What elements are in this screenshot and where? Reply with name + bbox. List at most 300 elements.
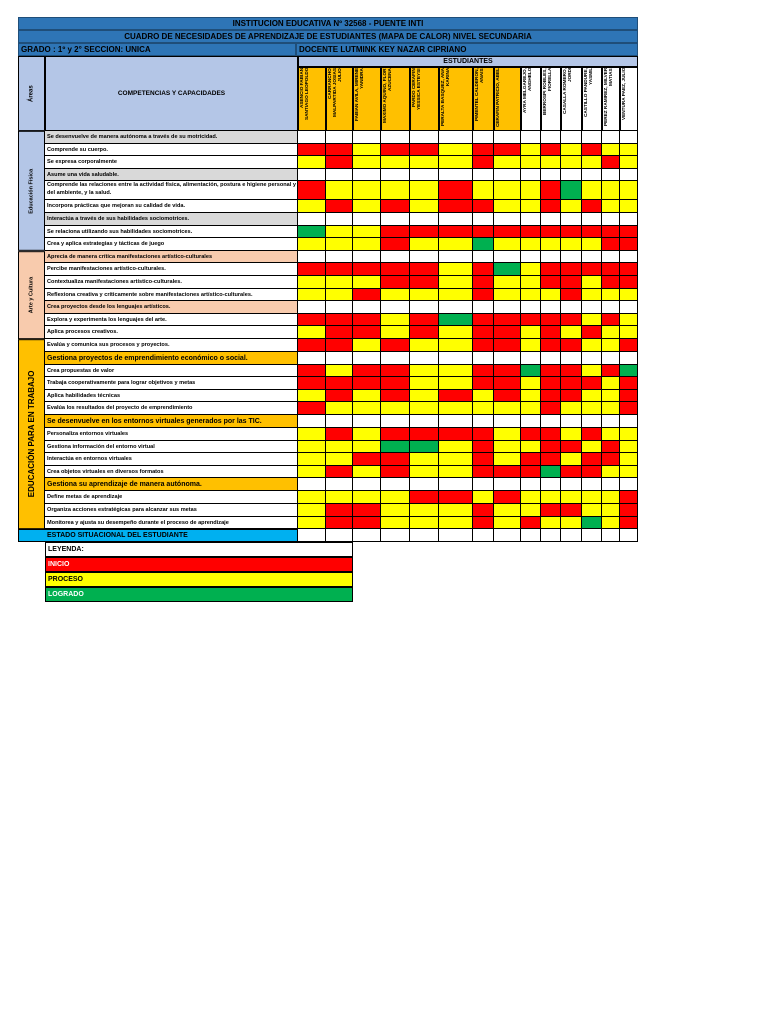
heat-cell [582, 415, 602, 428]
capacity-row-label: Se expresa corporalmente [45, 156, 298, 169]
heat-cell [439, 226, 473, 239]
heat-cell [541, 289, 561, 302]
heat-cell [561, 326, 582, 339]
heat-cell [620, 491, 638, 504]
estado-situacional: ESTADO SITUACIONAL DEL ESTUDIANTE [18, 529, 298, 542]
area-label: EDUCACIÓN PARA EN TRABAJO [18, 339, 45, 529]
heat-cell [620, 314, 638, 327]
heat-cell [620, 466, 638, 479]
heat-cell [326, 289, 353, 302]
legend-items [45, 557, 353, 602]
heat-cell [473, 169, 494, 182]
heat-cell [602, 365, 620, 378]
heat-cell [494, 251, 521, 264]
heat-cell [494, 169, 521, 182]
heat-cell [561, 169, 582, 182]
estado-cell [410, 529, 439, 542]
heat-cell [541, 428, 561, 441]
competency-row-label: Se desenvuelve de manera autónoma a través de su motricidad. [45, 131, 298, 144]
heat-cell [439, 441, 473, 454]
heat-cell [410, 213, 439, 226]
heat-cell [494, 238, 521, 251]
heat-cell [410, 156, 439, 169]
heat-cell [353, 238, 381, 251]
heat-cell [473, 238, 494, 251]
heat-cell [541, 213, 561, 226]
heat-cell [620, 352, 638, 365]
heat-cell [541, 491, 561, 504]
heat-cell [494, 517, 521, 530]
heat-cell [521, 441, 541, 454]
heat-cell [298, 352, 326, 365]
capacity-row-label: Organiza acciones estratégicas para alcanzar sus metas [45, 504, 298, 517]
heat-cell [381, 144, 410, 157]
estudiantes-header: ESTUDIANTES [298, 56, 638, 67]
heat-cell [494, 365, 521, 378]
areas-header: Áreas [18, 56, 45, 131]
capacity-row-label: Trabaja cooperativamente para lograr objetivos y metas [45, 377, 298, 390]
estado-cell [561, 529, 582, 542]
heat-cell [326, 415, 353, 428]
heat-cell [439, 478, 473, 491]
heat-cell [582, 213, 602, 226]
heat-cell [620, 428, 638, 441]
heat-cell [561, 339, 582, 352]
capacity-row-label: Gestiona información del entorno virtual [45, 441, 298, 454]
heat-cell [620, 390, 638, 403]
heat-cell [473, 339, 494, 352]
heat-cell [561, 156, 582, 169]
heat-cell [326, 263, 353, 276]
heat-cell [410, 276, 439, 289]
heat-cell [410, 453, 439, 466]
student-name: FABIAN AVILA, MIRENE YANIDRA [353, 67, 381, 131]
heat-cell [561, 131, 582, 144]
heat-cell [326, 326, 353, 339]
capacity-row-label: Interactúa en entornos virtuales [45, 453, 298, 466]
heat-cell [473, 301, 494, 314]
estado-cell [602, 529, 620, 542]
heat-cell [620, 441, 638, 454]
heat-cell [473, 213, 494, 226]
heat-cell [381, 504, 410, 517]
estado-cell [582, 529, 602, 542]
capacity-row-label: Crea propuestas de valor [45, 365, 298, 378]
heat-cell [439, 144, 473, 157]
heat-cell [521, 156, 541, 169]
heat-cell [521, 517, 541, 530]
heat-cell [561, 365, 582, 378]
heat-cell [473, 365, 494, 378]
heat-cell [298, 339, 326, 352]
heat-cell [298, 478, 326, 491]
heat-cell [561, 390, 582, 403]
heat-cell [494, 377, 521, 390]
heat-cell [298, 276, 326, 289]
competency-row-label: Interactúa a través de sus habilidades sociomotrices. [45, 213, 298, 226]
heat-cell [620, 251, 638, 264]
heat-cell [494, 352, 521, 365]
heat-cell [541, 200, 561, 213]
heat-cell [353, 314, 381, 327]
heat-cell [381, 415, 410, 428]
heat-cell [381, 289, 410, 302]
heat-cell [602, 390, 620, 403]
competency-row-label: Asume una vida saludable. [45, 169, 298, 182]
heat-cell [494, 181, 521, 200]
heat-cell [582, 156, 602, 169]
heat-cell [410, 352, 439, 365]
student-name: AYRA MELGAREJO, ANGHELO [521, 67, 541, 131]
heat-cell [473, 314, 494, 327]
heat-cell [582, 478, 602, 491]
heat-cell [353, 301, 381, 314]
heat-cell [602, 251, 620, 264]
heat-cell [582, 289, 602, 302]
heat-cell [410, 415, 439, 428]
heat-cell [602, 144, 620, 157]
heat-cell [326, 169, 353, 182]
heat-cell [439, 466, 473, 479]
heat-cell [582, 441, 602, 454]
heat-cell [439, 365, 473, 378]
heat-cell [381, 491, 410, 504]
heat-cell [602, 301, 620, 314]
heat-cell [353, 339, 381, 352]
heat-cell [298, 251, 326, 264]
heat-cell [561, 466, 582, 479]
heat-cell [439, 169, 473, 182]
heat-cell [494, 200, 521, 213]
heat-cell [326, 251, 353, 264]
heat-cell [353, 453, 381, 466]
capacity-row-label: Monitorea y ajusta su desempeño durante el proceso de aprendizaje [45, 517, 298, 530]
heat-cell [561, 402, 582, 415]
heat-cell [620, 301, 638, 314]
heat-cell [381, 390, 410, 403]
heat-cell [410, 314, 439, 327]
competency-row-label: Aprecia de manera crítica manifestaciones artístico-culturales [45, 251, 298, 264]
heat-cell [561, 441, 582, 454]
heat-cell [521, 169, 541, 182]
heat-cell [494, 491, 521, 504]
heat-cell [473, 466, 494, 479]
heat-cell [381, 238, 410, 251]
heat-cell [298, 144, 326, 157]
capacity-row-label: Explora y experimenta los lenguajes del arte. [45, 314, 298, 327]
heat-cell [494, 276, 521, 289]
heat-cell [326, 301, 353, 314]
heat-cell [620, 517, 638, 530]
estado-cell [326, 529, 353, 542]
heat-cell [381, 213, 410, 226]
estado-cell [298, 529, 326, 542]
heat-cell [521, 213, 541, 226]
heat-cell [326, 453, 353, 466]
heat-cell [494, 428, 521, 441]
heat-cell [326, 491, 353, 504]
heat-cell [353, 226, 381, 239]
heat-cell [326, 466, 353, 479]
heat-cell [582, 144, 602, 157]
heat-cell [381, 169, 410, 182]
area-label: Educación Física [18, 131, 45, 251]
heat-cell [381, 181, 410, 200]
heat-cell [541, 415, 561, 428]
heat-cell [298, 326, 326, 339]
heat-cell [521, 314, 541, 327]
heat-cell [381, 251, 410, 264]
heat-cell [298, 226, 326, 239]
heat-cell [326, 276, 353, 289]
student-name: ASENCIO FABIAN SANTIAGO LEOPOLDO [298, 67, 326, 131]
student-name: CASTILLO PANDURE, YASMIL [582, 67, 602, 131]
estado-cell [521, 529, 541, 542]
heat-cell [326, 314, 353, 327]
capacity-row-label: Reflexiona creativa y críticamente sobre manifestaciones artístico-culturales. [45, 289, 298, 302]
heat-cell [353, 276, 381, 289]
heat-cell [353, 365, 381, 378]
heat-cell [381, 352, 410, 365]
heat-cell [410, 390, 439, 403]
student-name: PEREZ RAMIREZ, MILVER MATIAS [602, 67, 620, 131]
heat-cell [326, 478, 353, 491]
heat-cell [582, 131, 602, 144]
capacity-row-label: Comprende su cuerpo. [45, 144, 298, 157]
heat-cell [541, 181, 561, 200]
heat-cell [541, 365, 561, 378]
legend-item-inicio: INICIO [45, 557, 353, 572]
heat-cell [620, 402, 638, 415]
heat-cell [326, 402, 353, 415]
heat-cell [326, 238, 353, 251]
heat-cell [582, 402, 602, 415]
heat-cell [602, 478, 620, 491]
heat-cell [298, 156, 326, 169]
heat-cell [473, 402, 494, 415]
heat-cell [541, 466, 561, 479]
heat-cell [521, 276, 541, 289]
heat-cell [494, 478, 521, 491]
heat-cell [494, 415, 521, 428]
heat-cell [494, 226, 521, 239]
heat-cell [353, 466, 381, 479]
heat-cell [410, 289, 439, 302]
heat-cell [561, 144, 582, 157]
heat-cell [473, 251, 494, 264]
heat-cell [326, 390, 353, 403]
heat-cell [602, 213, 620, 226]
heat-cell [439, 352, 473, 365]
heat-cell [602, 200, 620, 213]
heat-cell [494, 314, 521, 327]
heat-cell [521, 289, 541, 302]
heat-cell [521, 365, 541, 378]
heat-cell [620, 453, 638, 466]
heat-cell [582, 352, 602, 365]
heat-cell [620, 226, 638, 239]
heat-cell [541, 144, 561, 157]
heat-cell [381, 466, 410, 479]
capacity-row-label: Incorpora prácticas que mejoran su calidad de vida. [45, 200, 298, 213]
heat-cell [521, 200, 541, 213]
heat-cell [473, 352, 494, 365]
heat-cell [298, 200, 326, 213]
competency-row-label: Gestiona su aprendizaje de manera autónoma. [45, 478, 298, 491]
heat-cell [439, 213, 473, 226]
capacity-row-label: Evalúa los resultados del proyecto de emprendimiento [45, 402, 298, 415]
heat-cell [473, 131, 494, 144]
heat-cell [298, 314, 326, 327]
heat-cell [541, 238, 561, 251]
heat-cell [439, 289, 473, 302]
heat-cell [353, 517, 381, 530]
heat-cell [381, 517, 410, 530]
heat-cell [353, 478, 381, 491]
heat-cell [602, 181, 620, 200]
heat-cell [494, 402, 521, 415]
heat-cell [381, 478, 410, 491]
heat-cell [620, 181, 638, 200]
heat-cell [494, 326, 521, 339]
heat-cell [326, 131, 353, 144]
heat-cell [473, 326, 494, 339]
heat-cell [521, 504, 541, 517]
heat-cell [353, 181, 381, 200]
heat-cell [521, 453, 541, 466]
heat-cell [298, 428, 326, 441]
heat-cell [582, 251, 602, 264]
heat-cell [473, 428, 494, 441]
heat-cell [494, 289, 521, 302]
heat-cell [410, 326, 439, 339]
heat-cell [353, 441, 381, 454]
heat-cell [620, 238, 638, 251]
heat-cell [326, 144, 353, 157]
heat-cell [602, 238, 620, 251]
institution-title: INSTITUCION EDUCATIVA Nº 32568 - PUENTE INTI [18, 17, 638, 30]
heat-cell [582, 466, 602, 479]
heat-cell [353, 415, 381, 428]
heat-cell [521, 466, 541, 479]
heat-cell [410, 301, 439, 314]
heat-cell [582, 453, 602, 466]
heat-cell [381, 131, 410, 144]
heat-cell [410, 263, 439, 276]
heat-cell [353, 213, 381, 226]
heat-cell [473, 478, 494, 491]
heat-cell [561, 301, 582, 314]
heat-cell [381, 301, 410, 314]
heat-cell [410, 131, 439, 144]
heat-cell [410, 441, 439, 454]
competency-row-label: Gestiona proyectos de emprendimiento económico o social. [45, 352, 298, 365]
heat-cell [582, 504, 602, 517]
area-label: Arte y Cultura [18, 251, 45, 339]
heat-cell [410, 478, 439, 491]
estado-cell [620, 529, 638, 542]
heat-cell [561, 200, 582, 213]
heat-cell [521, 326, 541, 339]
heat-cell [541, 402, 561, 415]
heat-cell [521, 131, 541, 144]
heat-cell [326, 504, 353, 517]
capacity-row-label: Contextualiza manifestaciones artístico-culturales. [45, 276, 298, 289]
student-name: CARRANCHO MALPARTIDA JOSIAS JULIO [326, 67, 353, 131]
heat-cell [410, 466, 439, 479]
heat-cell [381, 200, 410, 213]
heat-cell [494, 390, 521, 403]
heat-cell [473, 453, 494, 466]
heat-cell [473, 263, 494, 276]
heat-cell [439, 156, 473, 169]
heat-cell [326, 156, 353, 169]
heat-cell [582, 200, 602, 213]
estado-cell [381, 529, 410, 542]
heat-cell [521, 226, 541, 239]
heat-cell [582, 377, 602, 390]
student-name: CERAFIN PATRICIO, ABEL [494, 67, 521, 131]
heat-cell [381, 453, 410, 466]
heat-cell [439, 339, 473, 352]
heat-cell [620, 377, 638, 390]
heat-cell [494, 144, 521, 157]
heat-cell [439, 301, 473, 314]
heat-cell [494, 453, 521, 466]
heat-cell [381, 314, 410, 327]
heat-cell [473, 181, 494, 200]
heat-cell [561, 517, 582, 530]
heat-cell [582, 301, 602, 314]
heat-cell [620, 200, 638, 213]
sheet-subtitle: CUADRO DE NECESIDADES DE APRENDIZAJE DE ESTUDIANTES (MAPA DE CALOR) NIVEL SECUNDARIA [18, 30, 638, 43]
heat-cell [473, 390, 494, 403]
heat-cell [439, 453, 473, 466]
heat-cell [521, 251, 541, 264]
heat-cell [298, 390, 326, 403]
heat-cell [602, 339, 620, 352]
estado-cell [494, 529, 521, 542]
heat-cell [602, 169, 620, 182]
heat-cell [561, 428, 582, 441]
heat-cell [326, 339, 353, 352]
heat-cell [326, 213, 353, 226]
capacity-row-label: Evalúa y comunica sus procesos y proyectos. [45, 339, 298, 352]
student-name: PERALTA BASQUEZ, ANA KARINA [439, 67, 473, 131]
heat-cell [473, 276, 494, 289]
estado-cell [439, 529, 473, 542]
heat-cell [582, 314, 602, 327]
heat-cell [410, 428, 439, 441]
heat-cell [620, 478, 638, 491]
heat-cell [439, 428, 473, 441]
heat-cell [473, 441, 494, 454]
heat-cell [521, 402, 541, 415]
heat-cell [410, 169, 439, 182]
heat-cell [494, 441, 521, 454]
heat-cell [326, 181, 353, 200]
heat-cell [541, 169, 561, 182]
student-name: VENTURA PAEZ, JULIO [620, 67, 638, 131]
heat-cell [541, 251, 561, 264]
heat-cell [521, 377, 541, 390]
heat-cell [298, 289, 326, 302]
heat-cell [298, 415, 326, 428]
heat-cell [620, 339, 638, 352]
competency-row-label: Se desenvuelve en los entornos virtuales generados por las TIC. [45, 415, 298, 428]
heat-cell [541, 131, 561, 144]
heat-cell [602, 428, 620, 441]
